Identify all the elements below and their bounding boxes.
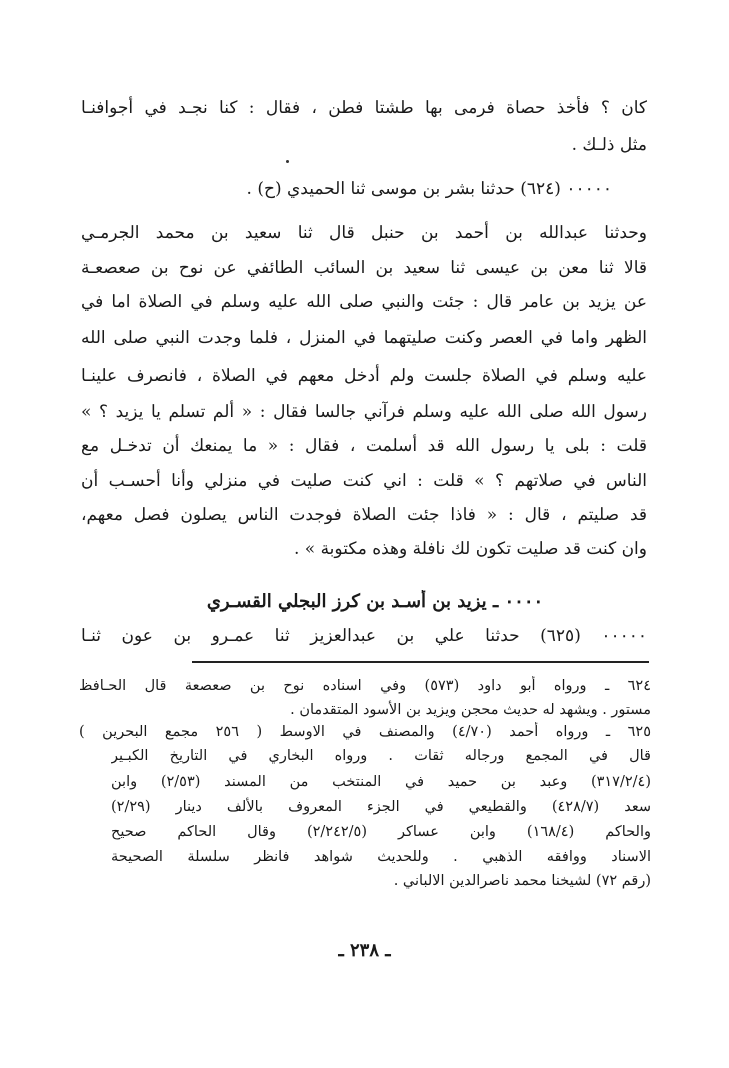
page-number: ـ ٢٣٨ ـ — [338, 940, 391, 961]
footnote-625-line-3: (٣١٧/٢/٤) وعبد بن حميد في المنتخب من المسند (٢/٥٣) وابن — [111, 774, 651, 790]
body-line-7: الظهر واما في العصر وكنت صليتهما في المنزل ، فلما وجدت النبي صلى الله — [81, 328, 647, 348]
body-line-2: مثل ذلـك . — [571, 135, 647, 155]
body-line-11: الناس في صلاتهم ؟ » قلت : اني كنت صليت في منزلي وأنا أحسـب أن — [81, 471, 647, 491]
footnote-625-line-4: سعد (٤٢٨/٧) والقطيعي في الجزء المعروف بالألف دينار (٢/٢٩) — [111, 799, 651, 815]
footnote-625-line-2: قال في المجمع ورجاله ثقات . ورواه البخاري في التاريخ الكبـير — [111, 748, 651, 764]
hadith-625-isnad: ٠٠٠٠٠ (٦٢٥) حدثنا علي بن عبدالعزيز ثنا عمـرو بن عون ثنـا — [81, 626, 647, 646]
body-line-9: رسول الله صلى الله عليه وسلم فرآني جالسا فقال : « ألم تسلم يا يزيد ؟ » — [81, 402, 647, 422]
body-line-8: عليه وسلم في الصلاة جلست ولم أدخل معهم في الصلاة ، فانصرف علينـا — [81, 366, 647, 386]
body-line-10: قلت : بلى يا رسول الله قد أسلمت ، فقال : « ما يمنعك أن تدخـل مع — [81, 436, 647, 456]
footnote-625-line-7: (رقم ٧٢) لشيخنا محمد ناصرالدين الالباني . — [393, 873, 651, 889]
footnote-625-line-5: والحاكم (١٦٨/٤) وابن عساكر (٢/٢٤٢/٥) وقال الحاكم صحيح — [111, 824, 651, 840]
footnote-624-line-2: مستور . ويشهد له حديث محجن ويزيد بن الأسود المتقدمان . — [290, 702, 651, 718]
ink-speck — [286, 160, 289, 163]
footnote-separator — [192, 661, 649, 663]
body-line-13: وان كنت قد صليت تكون لك نافلة وهذه مكتوبة » . — [293, 539, 647, 559]
hadith-624-isnad: ٠٠٠٠٠ (٦٢٤) حدثنا بشر بن موسى ثنا الحميدي (ح) . — [246, 179, 612, 199]
body-line-12: قد صليتم ، قال : « فاذا جئت الصلاة فوجدت الناس يصلون فصل معهم، — [81, 505, 647, 525]
footnote-624-line-1: ٦٢٤ ـ ورواه أبو داود (٥٧٣) وفي اسناده نوح بن صعصعة قال الحـافظ — [79, 678, 651, 694]
section-heading: ٠٠٠٠ ـ يزيد بن أسـد بن كرز البجلي القسـري — [206, 591, 544, 612]
footnote-625-line-6: الاسناد ووافقه الذهبي . وللحديث شواهد فانظر سلسلة الصحيحة — [111, 849, 651, 865]
body-line-4: وحدثنا عبدالله بن أحمد بن حنبل قال ثنا سعيد بن محمد الجرمـي — [81, 223, 647, 243]
body-line-5: قالا ثنا معن بن عيسى ثنا سعيد بن السائب الطائفي عن نوح بن صعصعـة — [81, 258, 647, 278]
footnote-625-line-1: ٦٢٥ ـ ورواه أحمد (٤/٧٠) والمصنف في الاوسط ( ٢٥٦ مجمع البحرين ) — [79, 724, 651, 740]
body-line-1: كان ؟ فأخذ حصاة فرمى بها طشتا فطن ، فقال : كنا نجـد في أجوافنـا — [81, 98, 647, 118]
body-line-6: عن يزيد بن عامر قال : جئت والنبي صلى الله عليه وسلم في الصلاة اما في — [81, 292, 647, 312]
